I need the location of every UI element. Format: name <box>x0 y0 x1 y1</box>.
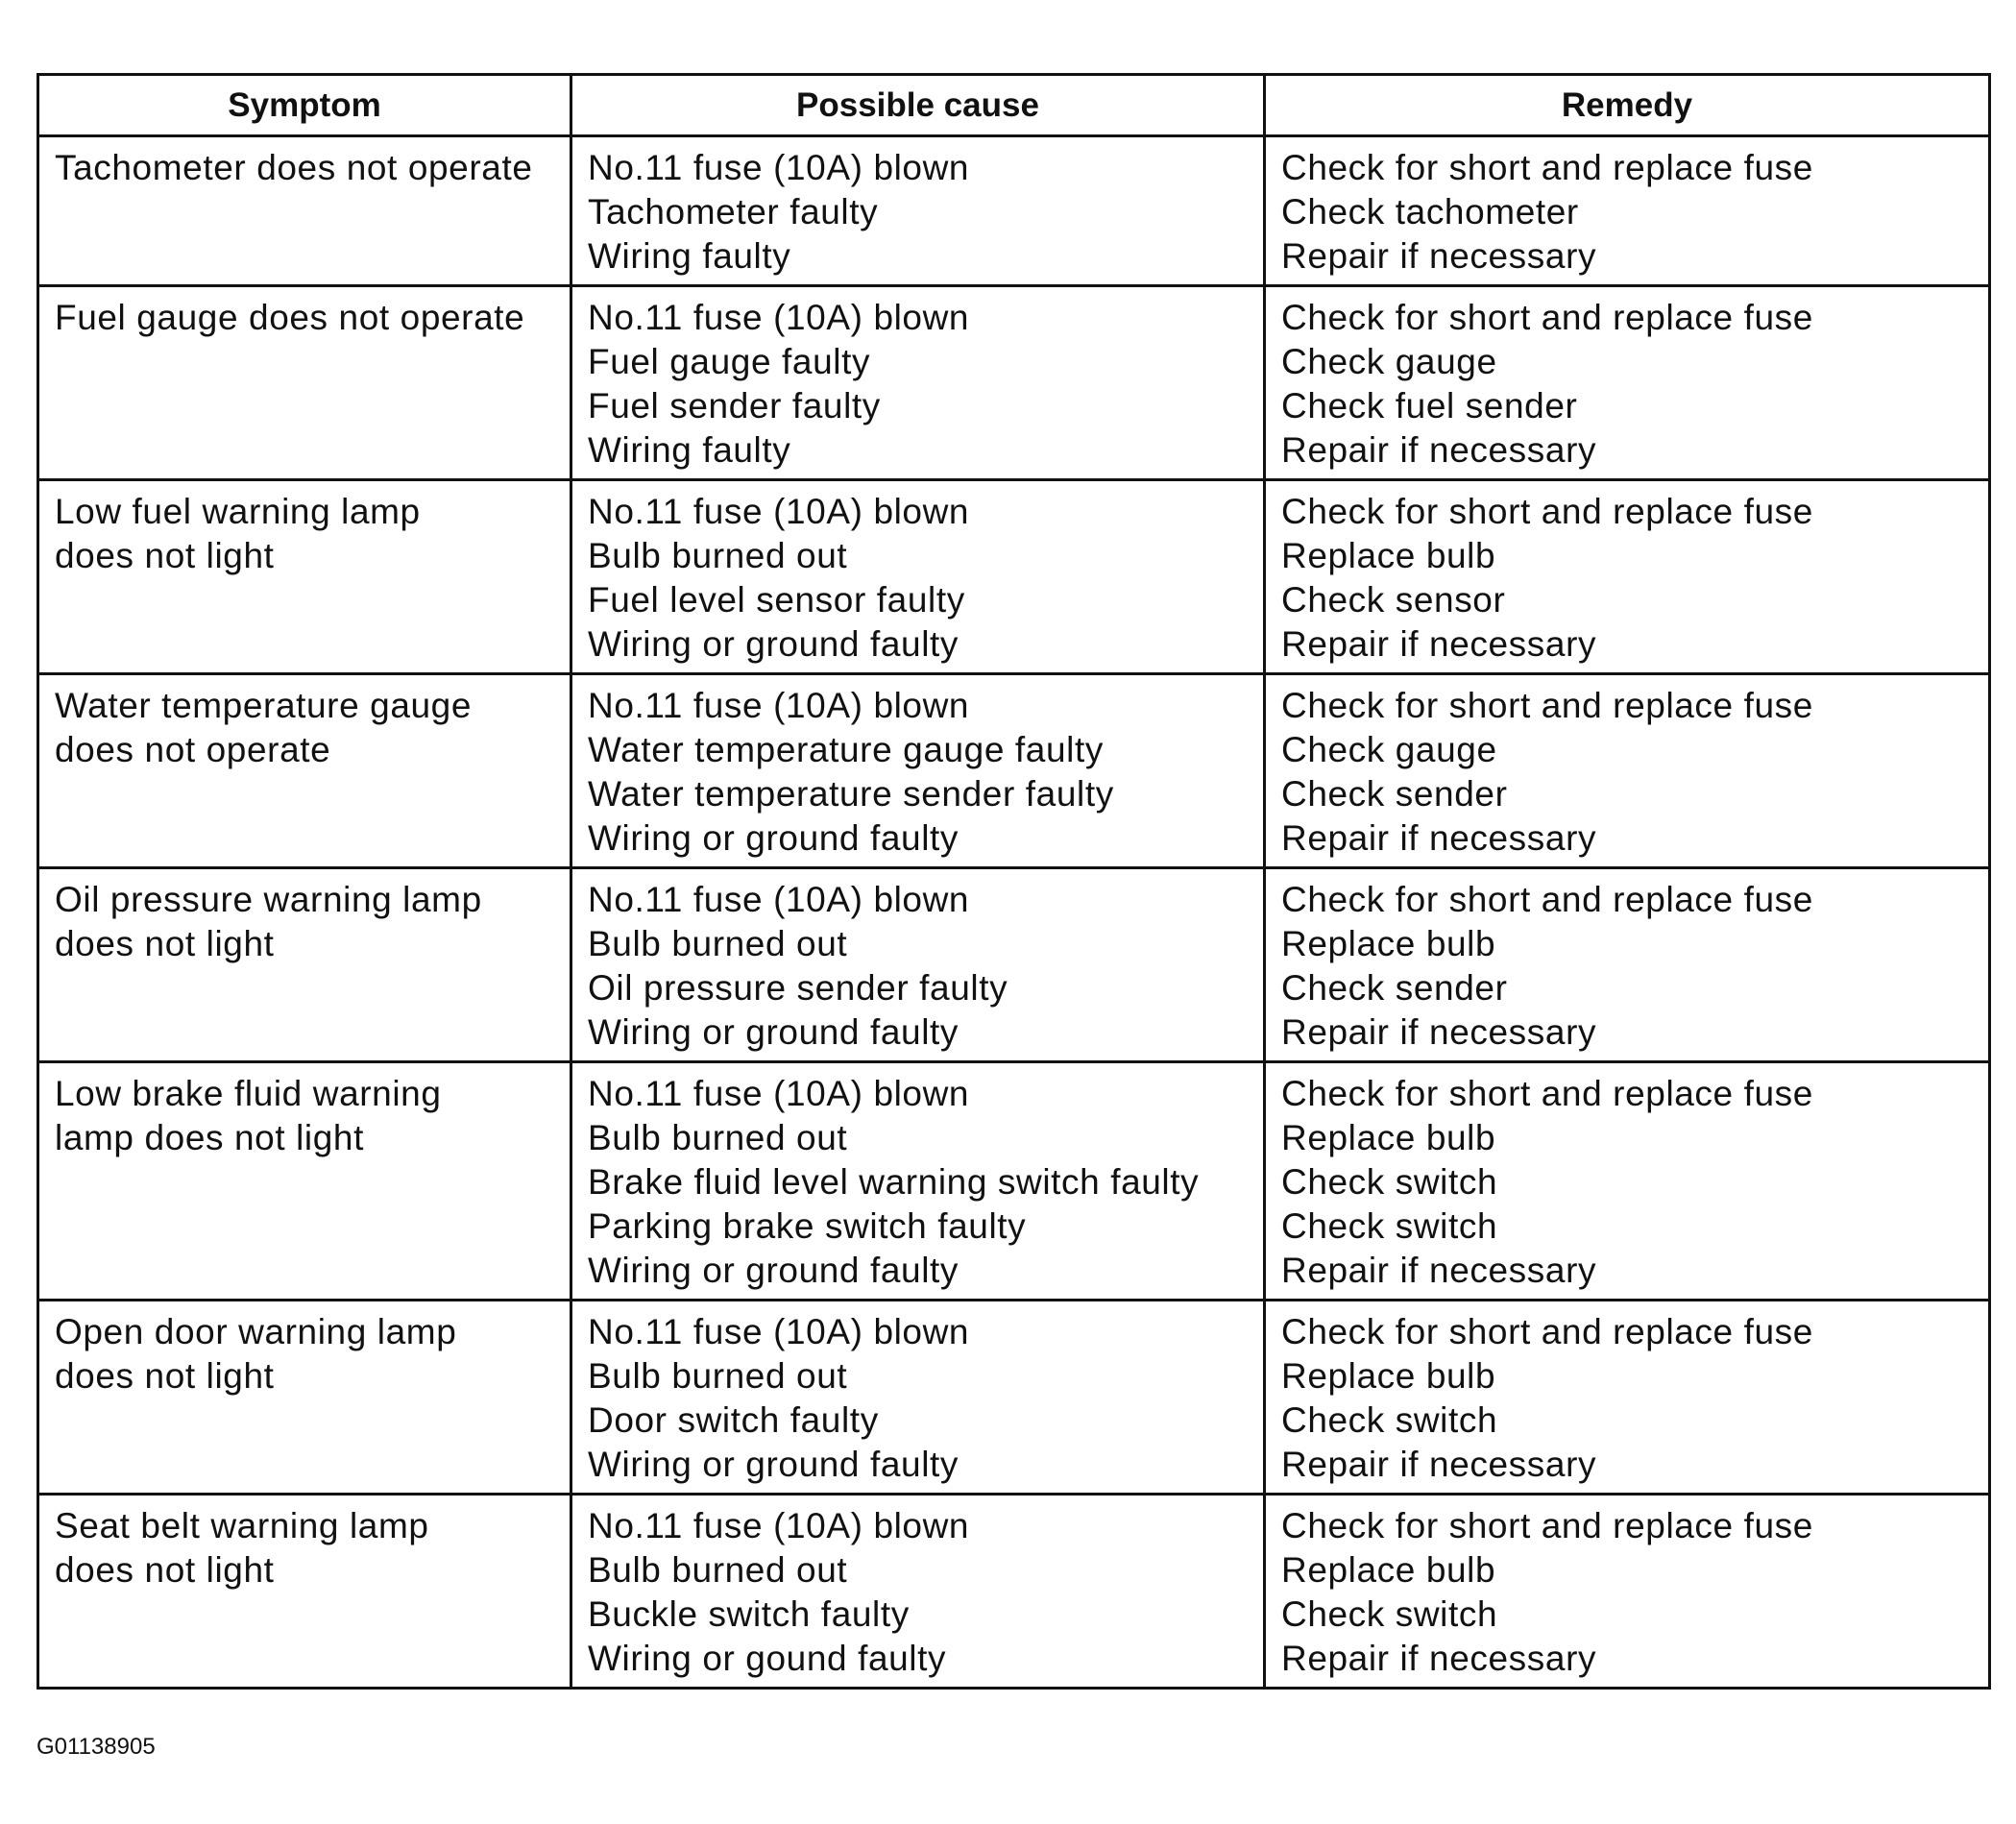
possible-cause-cell <box>571 136 1265 286</box>
possible-cause-line: Water temperature sender faulty <box>588 774 1114 814</box>
possible-cause-line: Bulb burned out <box>588 1550 848 1590</box>
symptom-cell <box>38 1495 571 1689</box>
possible-cause-cell <box>571 674 1265 868</box>
possible-cause-line: Oil pressure sender faulty <box>588 968 1008 1008</box>
remedy-cell <box>1265 286 1990 480</box>
possible-cause-line: Wiring faulty <box>588 430 791 470</box>
remedy-line: Repair if necessary <box>1281 624 1597 664</box>
symptom-line: does not light <box>55 924 275 963</box>
possible-cause-line: Door switch faulty <box>588 1400 879 1440</box>
remedy-line: Check for short and replace fuse <box>1281 880 1813 919</box>
symptom-line: Fuel gauge does not operate <box>55 298 525 337</box>
table-row <box>38 868 1990 1062</box>
remedy-cell <box>1265 480 1990 674</box>
remedy-line: Check for short and replace fuse <box>1281 1506 1813 1545</box>
remedy-line: Replace bulb <box>1281 1356 1496 1396</box>
possible-cause-cell <box>571 286 1265 480</box>
remedy-line: Check fuel sender <box>1281 386 1578 426</box>
remedy-line: Check tachometer <box>1281 192 1579 231</box>
table-row <box>38 1301 1990 1495</box>
possible-cause-line: Bulb burned out <box>588 924 848 963</box>
remedy-line: Check gauge <box>1281 730 1497 769</box>
symptom-line: Seat belt warning lamp <box>55 1506 429 1545</box>
remedy-line: Repair if necessary <box>1281 1639 1597 1678</box>
symptom-line: does not light <box>55 1356 275 1396</box>
possible-cause-line: Wiring or ground faulty <box>588 624 959 664</box>
possible-cause-cell <box>571 868 1265 1062</box>
possible-cause-cell <box>571 1301 1265 1495</box>
possible-cause-line: No.11 fuse (10A) blown <box>588 686 970 725</box>
table-row <box>38 1062 1990 1301</box>
remedy-line: Check for short and replace fuse <box>1281 492 1813 531</box>
possible-cause-line: No.11 fuse (10A) blown <box>588 1074 970 1113</box>
remedy-line: Repair if necessary <box>1281 1251 1597 1290</box>
remedy-line: Replace bulb <box>1281 1550 1496 1590</box>
possible-cause-line: Brake fluid level warning switch faulty <box>588 1162 1200 1202</box>
possible-cause-line: Wiring faulty <box>588 236 791 276</box>
troubleshooting-table <box>36 73 1991 1690</box>
symptom-line: Tachometer does not operate <box>55 148 533 187</box>
symptom-line: does not operate <box>55 730 331 769</box>
remedy-cell <box>1265 1495 1990 1689</box>
remedy-line: Check switch <box>1281 1206 1498 1246</box>
header-possible-cause: Possible cause <box>571 75 1265 136</box>
figure-code: G01138905 <box>36 1734 156 1760</box>
remedy-line: Check switch <box>1281 1162 1498 1202</box>
possible-cause-line: Wiring or gound faulty <box>588 1639 947 1678</box>
remedy-cell <box>1265 868 1990 1062</box>
symptom-cell <box>38 868 571 1062</box>
remedy-line: Repair if necessary <box>1281 236 1597 276</box>
possible-cause-cell <box>571 1062 1265 1301</box>
possible-cause-line: Wiring or ground faulty <box>588 1012 959 1052</box>
remedy-line: Check for short and replace fuse <box>1281 686 1813 725</box>
remedy-line: Check sender <box>1281 774 1508 814</box>
possible-cause-line: Bulb burned out <box>588 1118 848 1157</box>
symptom-line: does not light <box>55 1550 275 1590</box>
remedy-line: Check sensor <box>1281 580 1506 620</box>
remedy-line: Replace bulb <box>1281 536 1496 575</box>
symptom-cell <box>38 286 571 480</box>
remedy-line: Check switch <box>1281 1400 1498 1440</box>
possible-cause-cell <box>571 1495 1265 1689</box>
table-row <box>38 480 1990 674</box>
header-symptom: Symptom <box>38 75 571 136</box>
remedy-line: Replace bulb <box>1281 924 1496 963</box>
symptom-line: Low fuel warning lamp <box>55 492 421 531</box>
table-row <box>38 286 1990 480</box>
possible-cause-line: Tachometer faulty <box>588 192 879 231</box>
possible-cause-line: Wiring or ground faulty <box>588 1445 959 1484</box>
remedy-line: Check for short and replace fuse <box>1281 298 1813 337</box>
symptom-cell <box>38 136 571 286</box>
symptom-cell <box>38 1062 571 1301</box>
possible-cause-line: Fuel gauge faulty <box>588 342 871 381</box>
remedy-cell <box>1265 1301 1990 1495</box>
possible-cause-line: Fuel level sensor faulty <box>588 580 965 620</box>
symptom-line: lamp does not light <box>55 1118 364 1157</box>
table-row <box>38 1495 1990 1689</box>
possible-cause-line: Bulb burned out <box>588 536 848 575</box>
symptom-line: Oil pressure warning lamp <box>55 880 482 919</box>
remedy-line: Check sender <box>1281 968 1508 1008</box>
remedy-line: Replace bulb <box>1281 1118 1496 1157</box>
remedy-cell <box>1265 1062 1990 1301</box>
table-row <box>38 136 1990 286</box>
symptom-line: does not light <box>55 536 275 575</box>
remedy-cell <box>1265 136 1990 286</box>
possible-cause-line: Wiring or ground faulty <box>588 1251 959 1290</box>
remedy-line: Repair if necessary <box>1281 1445 1597 1484</box>
symptom-cell <box>38 480 571 674</box>
symptom-line: Low brake fluid warning <box>55 1074 442 1113</box>
table-row <box>38 674 1990 868</box>
possible-cause-line: Parking brake switch faulty <box>588 1206 1027 1246</box>
possible-cause-line: Fuel sender faulty <box>588 386 881 426</box>
remedy-line: Check for short and replace fuse <box>1281 1074 1813 1113</box>
table-header-row <box>38 75 1990 136</box>
possible-cause-line: No.11 fuse (10A) blown <box>588 1506 970 1545</box>
remedy-line: Check for short and replace fuse <box>1281 148 1813 187</box>
remedy-line: Check switch <box>1281 1594 1498 1634</box>
header-remedy: Remedy <box>1265 75 1990 136</box>
remedy-line: Check gauge <box>1281 342 1497 381</box>
symptom-cell <box>38 1301 571 1495</box>
possible-cause-line: No.11 fuse (10A) blown <box>588 298 970 337</box>
possible-cause-line: Bulb burned out <box>588 1356 848 1396</box>
possible-cause-line: No.11 fuse (10A) blown <box>588 492 970 531</box>
possible-cause-line: No.11 fuse (10A) blown <box>588 148 970 187</box>
possible-cause-line: Wiring or ground faulty <box>588 818 959 858</box>
symptom-line: Water temperature gauge <box>55 686 473 725</box>
symptom-line: Open door warning lamp <box>55 1312 457 1351</box>
remedy-line: Repair if necessary <box>1281 430 1597 470</box>
remedy-line: Check for short and replace fuse <box>1281 1312 1813 1351</box>
remedy-line: Repair if necessary <box>1281 1012 1597 1052</box>
possible-cause-cell <box>571 480 1265 674</box>
remedy-line: Repair if necessary <box>1281 818 1597 858</box>
possible-cause-line: No.11 fuse (10A) blown <box>588 1312 970 1351</box>
remedy-cell <box>1265 674 1990 868</box>
possible-cause-line: Water temperature gauge faulty <box>588 730 1104 769</box>
symptom-cell <box>38 674 571 868</box>
possible-cause-line: No.11 fuse (10A) blown <box>588 880 970 919</box>
table-body <box>38 136 1990 1689</box>
possible-cause-line: Buckle switch faulty <box>588 1594 910 1634</box>
